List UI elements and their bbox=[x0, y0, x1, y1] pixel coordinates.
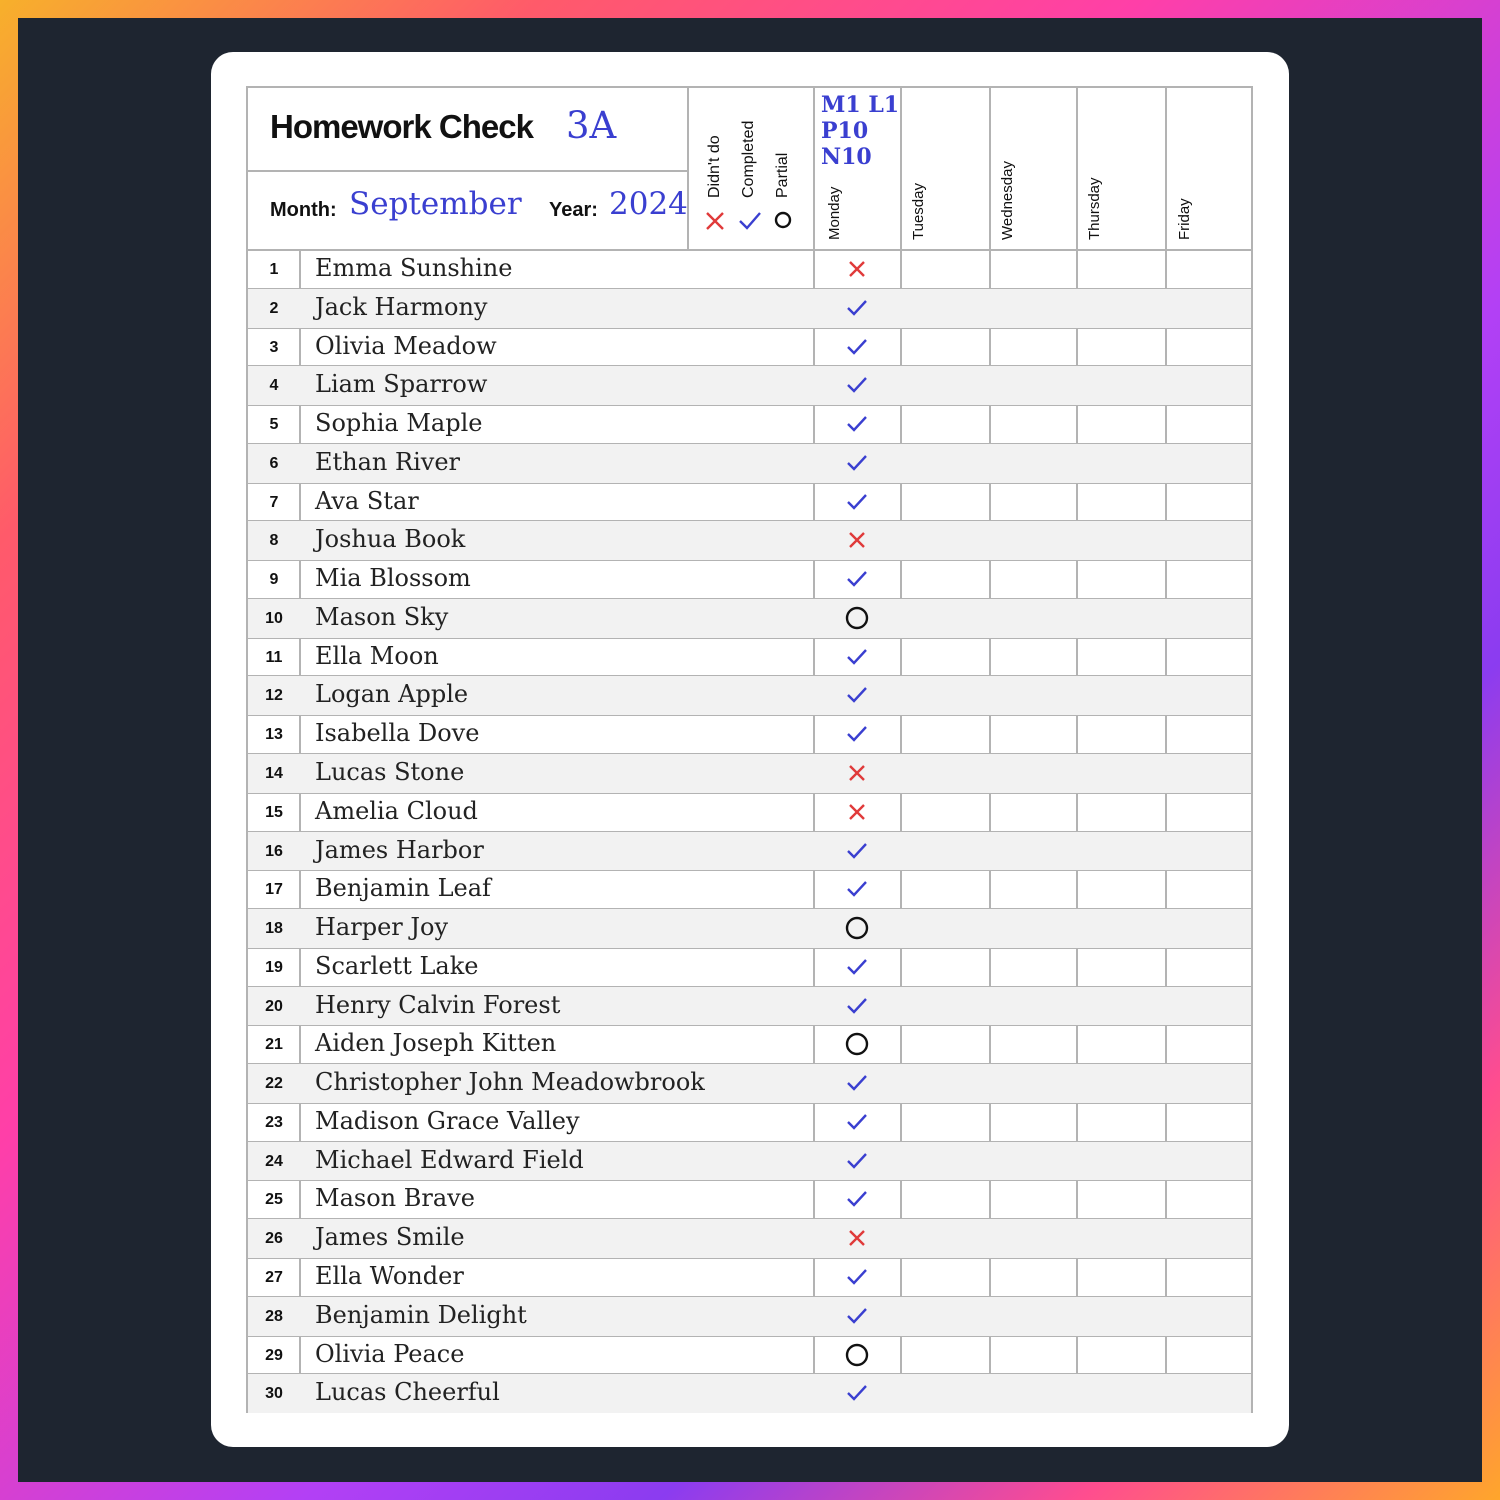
student-number: 4 bbox=[269, 377, 279, 395]
legend-label-partial: Partial bbox=[774, 152, 791, 198]
mark-circle-icon[interactable] bbox=[841, 912, 873, 944]
student-name: Henry Calvin Forest bbox=[315, 990, 561, 1019]
mark-x-icon[interactable] bbox=[841, 757, 873, 789]
student-number: 24 bbox=[265, 1152, 283, 1170]
student-name: Ethan River bbox=[315, 447, 460, 476]
monday-note-line-2: P10 bbox=[821, 118, 869, 144]
student-name: Aiden Joseph Kitten bbox=[315, 1029, 557, 1058]
mark-check-icon[interactable] bbox=[841, 718, 873, 750]
day-header-thursday: Thursday bbox=[1086, 177, 1103, 240]
student-name: Benjamin Delight bbox=[315, 1300, 527, 1329]
student-name: Harper Joy bbox=[315, 913, 449, 942]
student-number: 8 bbox=[269, 532, 279, 550]
mark-check-icon[interactable] bbox=[841, 563, 873, 595]
student-name: James Harbor bbox=[315, 835, 484, 864]
student-number: 11 bbox=[265, 648, 283, 666]
mark-check-icon[interactable] bbox=[841, 641, 873, 673]
legend-label-completed: Completed bbox=[740, 120, 757, 198]
student-name: Joshua Book bbox=[315, 525, 466, 554]
day-header-monday: Monday bbox=[826, 186, 843, 240]
mark-check-icon[interactable] bbox=[841, 1261, 873, 1293]
student-number: 10 bbox=[265, 609, 283, 627]
student-name: Emma Sunshine bbox=[315, 254, 513, 282]
student-name: Jack Harmony bbox=[315, 292, 488, 321]
student-name: Christopher John Meadowbrook bbox=[315, 1068, 705, 1097]
grid-line bbox=[248, 170, 688, 172]
class-name: 3A bbox=[566, 104, 617, 147]
student-number: 27 bbox=[265, 1269, 283, 1287]
student-number: 23 bbox=[265, 1113, 283, 1131]
student-name: Michael Edward Field bbox=[315, 1145, 584, 1174]
legend-x-icon bbox=[703, 209, 727, 233]
student-number: 19 bbox=[265, 958, 283, 976]
student-number: 29 bbox=[265, 1346, 283, 1364]
year-label: Year: bbox=[549, 199, 598, 221]
mark-check-icon[interactable] bbox=[841, 1300, 873, 1332]
student-number: 22 bbox=[265, 1075, 283, 1093]
student-number: 14 bbox=[265, 765, 283, 782]
mark-circle-icon[interactable] bbox=[841, 1028, 873, 1060]
student-name: Lucas Stone bbox=[315, 758, 465, 786]
student-name: Mason Brave bbox=[315, 1184, 475, 1213]
mark-check-icon[interactable] bbox=[841, 1067, 873, 1099]
mark-x-icon[interactable] bbox=[841, 796, 873, 828]
student-name: Mia Blossom bbox=[315, 564, 471, 593]
monday-lesson-note bbox=[821, 92, 899, 170]
monday-note-line-1: M1 L1 bbox=[821, 92, 900, 118]
student-name: Madison Grace Valley bbox=[315, 1106, 580, 1135]
student-name: Liam Sparrow bbox=[315, 370, 488, 399]
mark-check-icon[interactable] bbox=[841, 486, 873, 518]
day-header-tuesday: Tuesday bbox=[910, 183, 927, 240]
mark-check-icon[interactable] bbox=[841, 1183, 873, 1215]
month-value[interactable]: September bbox=[349, 186, 522, 222]
student-number: 3 bbox=[269, 338, 279, 356]
legend-circle-icon bbox=[773, 210, 793, 230]
student-number: 28 bbox=[265, 1307, 283, 1325]
mark-check-icon[interactable] bbox=[841, 873, 873, 905]
mark-x-icon[interactable] bbox=[841, 253, 873, 285]
student-number: 16 bbox=[265, 842, 283, 860]
student-name: Lucas Cheerful bbox=[315, 1378, 500, 1407]
mark-check-icon[interactable] bbox=[841, 369, 873, 401]
mark-check-icon[interactable] bbox=[841, 447, 873, 479]
student-number: 7 bbox=[269, 493, 279, 511]
sheet-title: Homework Check bbox=[270, 108, 533, 145]
student-number: 30 bbox=[265, 1385, 283, 1403]
legend-check-icon bbox=[738, 209, 762, 233]
student-number: 17 bbox=[265, 881, 283, 899]
student-number: 18 bbox=[265, 920, 283, 938]
student-number: 26 bbox=[265, 1230, 283, 1248]
student-name: Logan Apple bbox=[315, 680, 469, 709]
legend-label-didnt-do: Didn't do bbox=[706, 135, 723, 198]
mark-circle-icon[interactable] bbox=[841, 1339, 873, 1371]
student-number: 20 bbox=[265, 997, 283, 1015]
monday-note-line-3: N10 bbox=[821, 144, 872, 170]
mark-check-icon[interactable] bbox=[841, 679, 873, 711]
student-number: 1 bbox=[269, 261, 279, 278]
day-header-friday: Friday bbox=[1176, 198, 1193, 240]
student-number: 9 bbox=[269, 571, 279, 589]
mark-check-icon[interactable] bbox=[841, 408, 873, 440]
mark-check-icon[interactable] bbox=[841, 835, 873, 867]
student-number: 15 bbox=[265, 803, 283, 821]
mark-check-icon[interactable] bbox=[841, 1377, 873, 1409]
student-number: 5 bbox=[269, 416, 279, 434]
day-header-wednesday: Wednesday bbox=[999, 161, 1016, 240]
student-number: 6 bbox=[269, 454, 279, 472]
mark-check-icon[interactable] bbox=[841, 990, 873, 1022]
student-name: Sophia Maple bbox=[315, 409, 483, 438]
student-name: Ava Star bbox=[315, 486, 419, 515]
student-name: Mason Sky bbox=[315, 602, 449, 631]
student-name: Benjamin Leaf bbox=[315, 874, 491, 903]
student-name: James Smile bbox=[315, 1223, 465, 1252]
student-name: Ella Moon bbox=[315, 641, 439, 670]
student-number: 13 bbox=[265, 726, 283, 744]
student-name: Isabella Dove bbox=[315, 719, 480, 748]
student-number: 25 bbox=[265, 1191, 283, 1209]
mark-check-icon[interactable] bbox=[841, 1145, 873, 1177]
mark-circle-icon[interactable] bbox=[841, 602, 873, 634]
student-number: 12 bbox=[265, 687, 283, 705]
student-number: 21 bbox=[265, 1036, 283, 1054]
mark-check-icon[interactable] bbox=[841, 951, 873, 983]
month-label: Month: bbox=[270, 199, 337, 221]
mark-check-icon[interactable] bbox=[841, 1106, 873, 1138]
student-number: 2 bbox=[269, 299, 279, 317]
mark-check-icon[interactable] bbox=[841, 331, 873, 363]
mark-x-icon[interactable] bbox=[841, 524, 873, 556]
student-name: Olivia Meadow bbox=[315, 331, 497, 360]
student-name: Ella Wonder bbox=[315, 1262, 464, 1291]
mark-x-icon[interactable] bbox=[841, 1222, 873, 1254]
student-name: Olivia Peace bbox=[315, 1339, 465, 1368]
grid-line bbox=[687, 88, 689, 250]
student-name: Scarlett Lake bbox=[315, 951, 479, 980]
student-name: Amelia Cloud bbox=[315, 796, 478, 825]
mark-check-icon[interactable] bbox=[841, 292, 873, 324]
year-value[interactable]: 2024 bbox=[609, 186, 688, 222]
